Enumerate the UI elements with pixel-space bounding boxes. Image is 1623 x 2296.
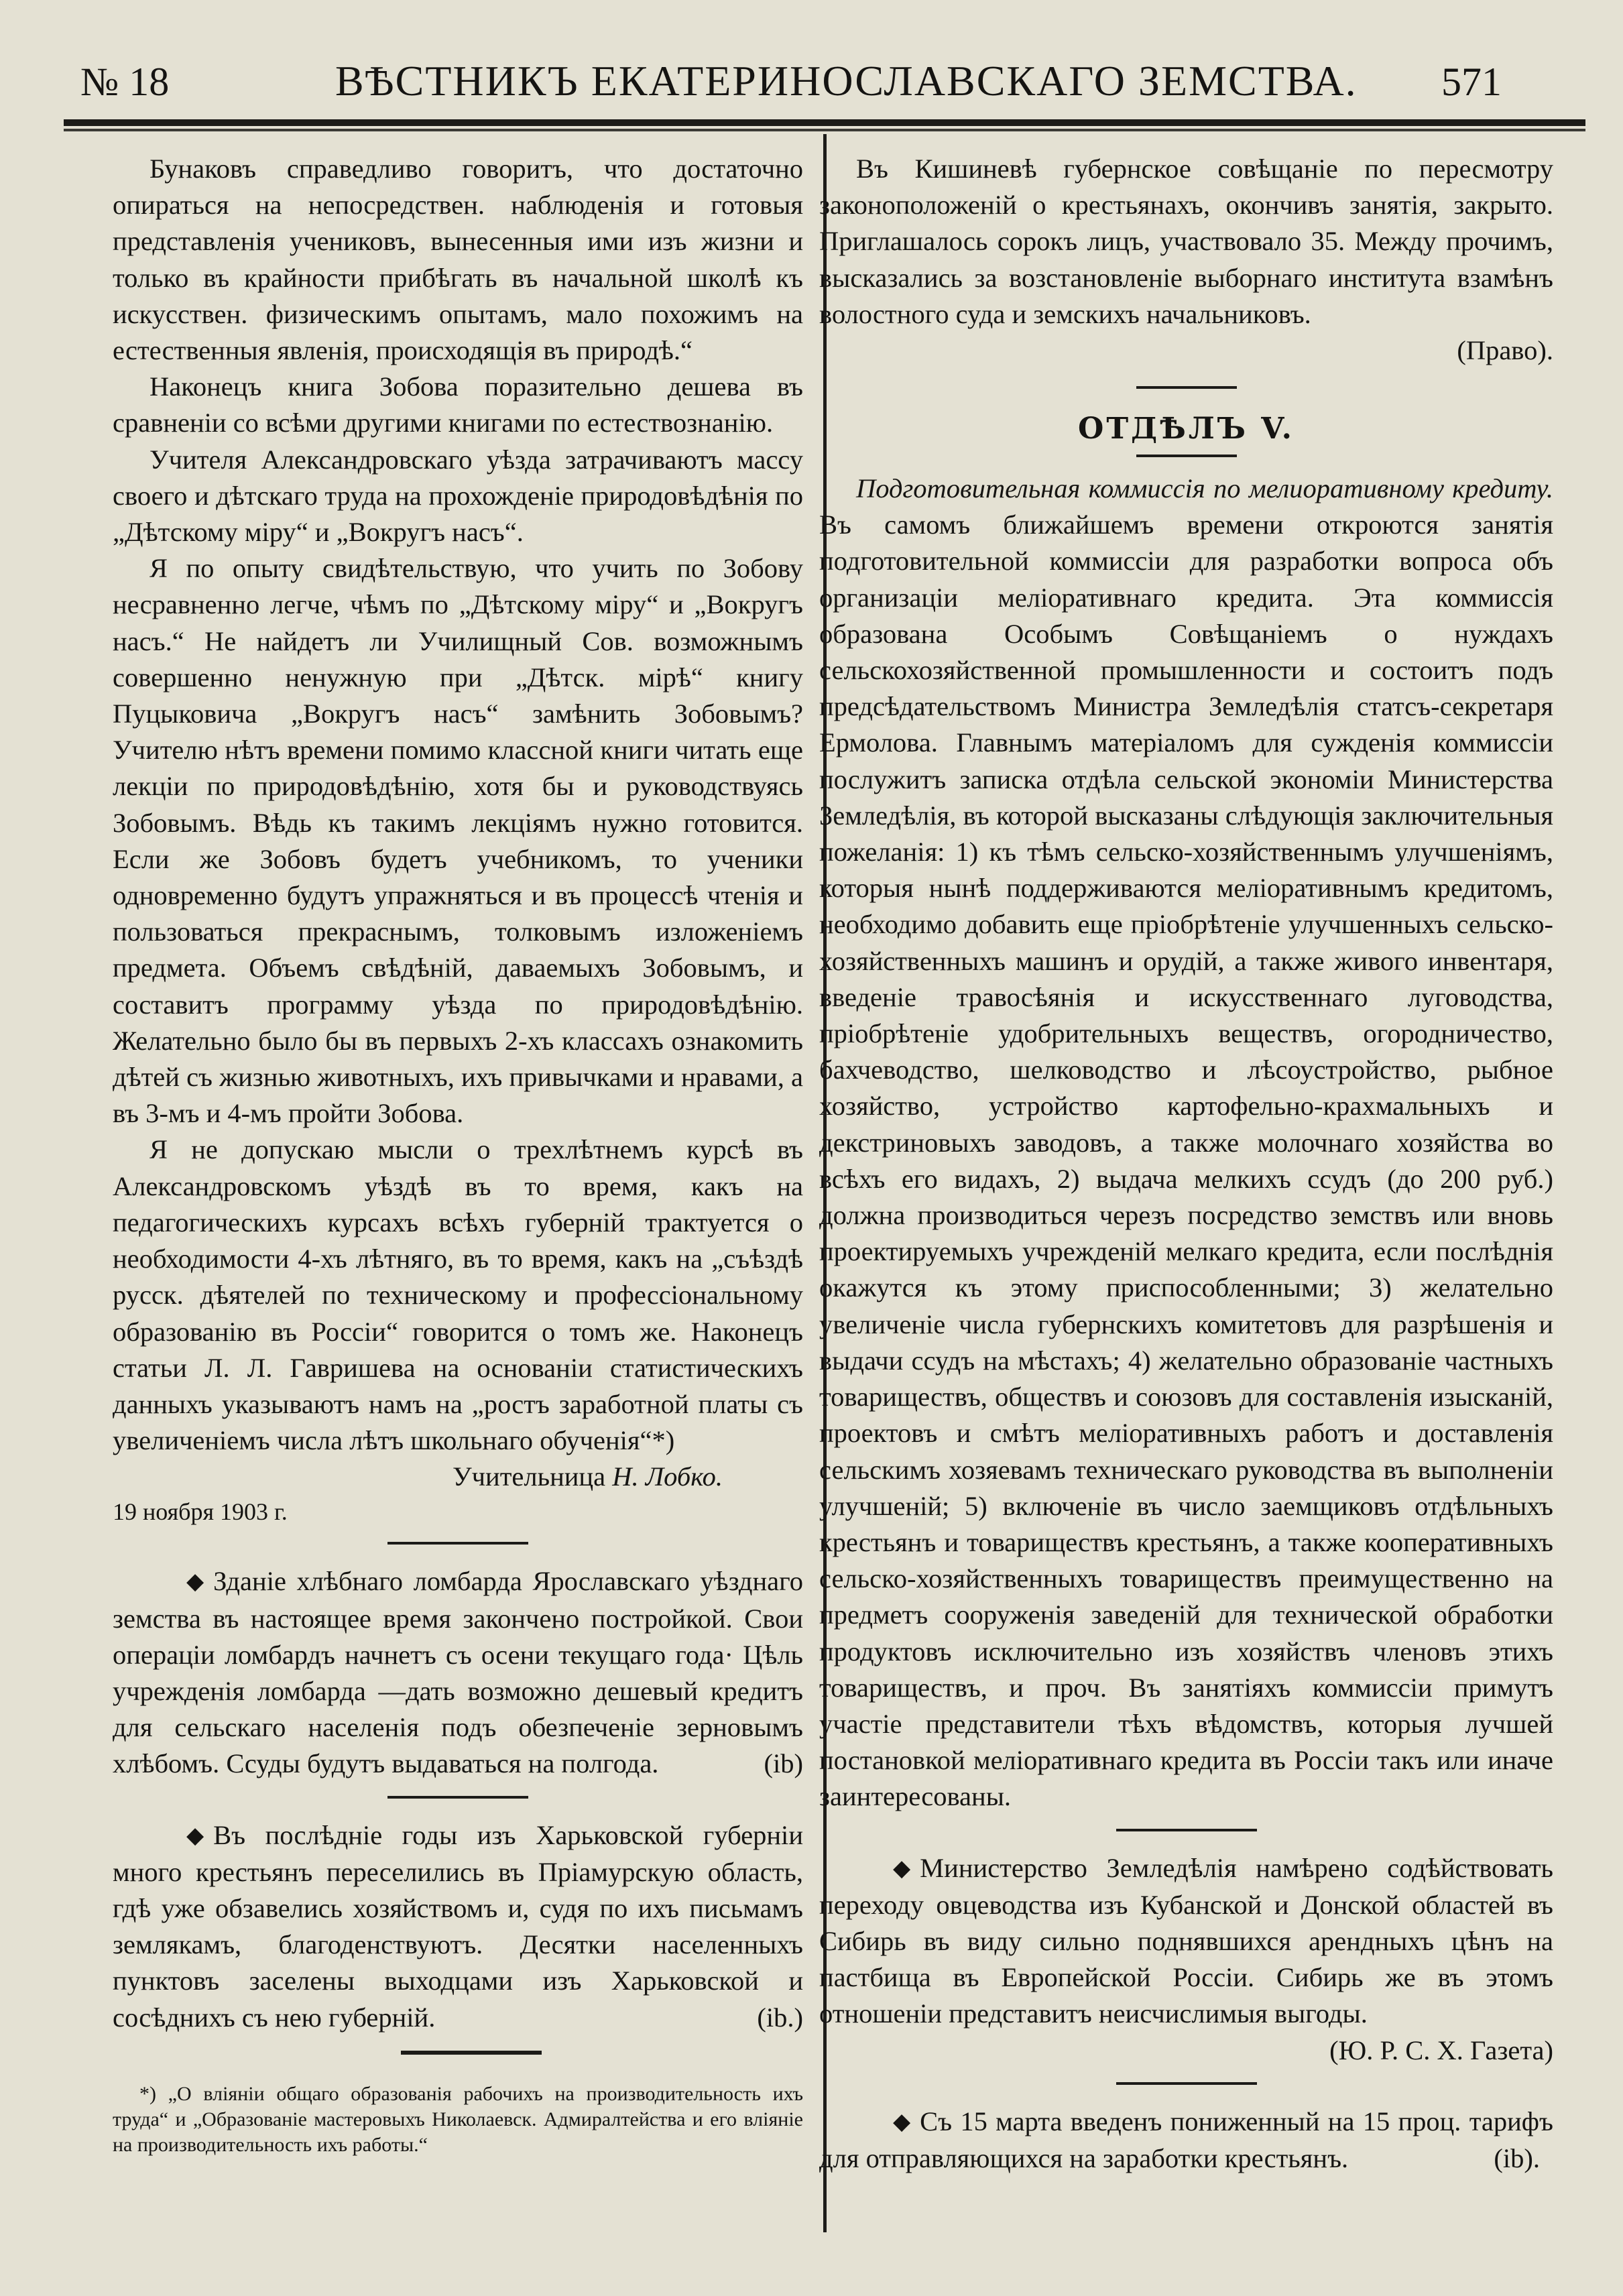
- article-date: 19 ноября 1903 г.: [113, 1498, 288, 1526]
- article-paragraph: [819, 471, 1553, 1815]
- news-source: (Право).: [1457, 335, 1553, 366]
- article-body: Въ самомъ ближайшемъ времени откроются занятія подготовительной коммиссіи для разработки вопроса объ организаціи меліоративнаго кредита. Эта коммиссія образована Особымъ Совѣщаніемъ о нуждахъ сельскохозяйственной промышленности и состоитъ подъ предсѣдательствомъ Министра Земледѣлія статсъ-секретаря Ермолова. Главнымъ матеріаломъ для сужденія коммиссіи послужитъ записка отдѣла сельской экономіи Министерства Земледѣлія, въ которой высказаны слѣдующія заключительныя пожеланія: 1) къ тѣмъ сельско-хозяйственнымъ улучшеніямъ, которыя нынѣ поддерживаются меліоративнымъ кредитомъ, необходимо добавить еще пріобрѣтеніе улучшенныхъ сельско-хозяйственныхъ машинъ и орудій, а также живого инвентаря, введеніе травосѣянія и искусственнаго луговодства, пріобрѣтеніе удобрительныхъ веществъ, огородничество, бахчеводство, шелководство и лѣсоустройство, рыбное хозяйство, устройство картофельно-крахмальныхъ и декстриновыхъ заводовъ, а также молочнаго хозяйства во всѣхъ его видахъ, 2) выдача мелкихъ ссудъ (до 200 руб.) должна производиться черезъ посредство земствъ или вновь проектируемыхъ учрежденій мелкаго кредита, если послѣднія окажутся къ этому приспособленными; 3) желательно увеличеніе числа губернскихъ комитетовъ для разрѣшенія и выдачи ссудъ на мѣстахъ; 4) желательно образованіе частныхъ товариществъ, обществъ и союзовъ для составленія изысканій, проектовъ и смѣтъ меліоративныхъ работъ и доставленія сельскимъ хозяевамъ техническаго руководства въ выполненіи улучшеній; 5) включеніе въ число заемщиковъ отдѣльныхъ крестьянъ и товариществъ крестьянъ, а также кооперативныхъ сельско-хозяйственныхъ товариществъ преимущественно на предметъ сооруженія заведеній для технической обработки продуктовъ исключительно изъ хозяйствъ членовъ этихъ товариществъ, и проч. Въ занятіяхъ коммиссіи примутъ участіе представители тѣхъ вѣдомствъ, которыя лучшей постановкой меліоративнаго кредита въ Россіи такъ или иначе заинтересованы.: [819, 509, 1553, 1812]
- section-rule: [387, 1542, 528, 1545]
- section-rule: [1116, 2082, 1257, 2085]
- news-item-text: Съ 15 марта введенъ пониженный на 15 проц. тарифъ для отправляющихся на заработки крестьянъ.: [819, 2106, 1553, 2173]
- news-item: [819, 2104, 1553, 2177]
- section-rule: [1136, 455, 1237, 457]
- news-source: (ib.): [757, 2002, 803, 2033]
- issue-number: № 18: [80, 60, 170, 104]
- news-source: (ib): [764, 1748, 803, 1779]
- journal-title: ВѢСТНИКЪ ЕКАТЕРИНОСЛАВСКАГО ЗЕМСТВА.: [335, 57, 1358, 105]
- footnote: *) „О вліяніи общаго образованія рабочихъ на производительность ихъ труда“ и „Образованіе мастеровыхъ Николаевск. Адмиралтейства и его вліяніе на производительность ихъ работы.“: [113, 2082, 803, 2156]
- pointing-hand-icon: ◆: [186, 1823, 204, 1848]
- section-rule: [1136, 386, 1237, 389]
- masthead: [80, 59, 1515, 113]
- news-item: [113, 1817, 803, 2036]
- header-rule: [64, 119, 1585, 126]
- news-source: (ib).: [1494, 2142, 1540, 2173]
- section-heading: ОТДѢЛЪ V.: [1077, 412, 1295, 446]
- article-paragraph: Наконецъ книга Зобова поразительно дешева въ сравненіи со всѣми другими книгами по естествознанію.: [113, 371, 803, 438]
- pointing-hand-icon: ◆: [893, 2109, 911, 2134]
- page-number: 571: [1441, 60, 1502, 104]
- article-paragraph: Я не допускаю мысли о трехлѣтнемъ курсѣ въ Александровскомъ уѣздѣ въ то время, какъ на педагогическихъ курсахъ всѣхъ губерній трактуется о необходимости 4-хъ лѣтняго, въ то время, какъ на „съѣздѣ русск. дѣятелей по техническому и профессіональному образованію въ Россіи“ говорится о томъ же. Наконецъ статьи Л. Л. Гавришева на основаніи статистическихъ данныхъ указываютъ намъ на „ростъ заработной платы съ увеличеніемъ числа лѣтъ школьнаго обученія“*): [113, 1134, 803, 1456]
- header-rule-thin: [64, 129, 1585, 131]
- article-lead: Подготовительная коммиссія по мелиоративному кредиту.: [856, 473, 1553, 504]
- pointing-hand-icon: ◆: [893, 1856, 911, 1881]
- signature-name: Н. Лобко.: [612, 1461, 723, 1492]
- footnote-rule: [401, 2051, 542, 2055]
- news-item-text: Въ послѣдніе годы изъ Харьковской губерніи много крестьянъ переселились въ Пріамурскую область, гдѣ уже обзавелись хозяйствомъ и, судя по ихъ письмамъ землякамъ, благоденствуютъ. Десятки населенныхъ пунктовъ заселены выходцами изъ Харьковской и сосѣднихъ съ нею губерній.: [113, 1819, 803, 2033]
- news-item: [819, 151, 1553, 333]
- section-rule: [387, 1796, 528, 1799]
- section-rule: [1116, 1829, 1257, 1831]
- signature: [113, 1459, 803, 1495]
- signature-prefix: Учительница: [453, 1461, 613, 1492]
- news-source: (Ю. Р. С. Х. Газета): [1329, 2035, 1553, 2065]
- news-item-text: Министерство Земледѣлія намѣрено содѣйствовать переходу овцеводства изъ Кубанской и Донской областей въ Сибирь въ виду сильно поднявшихся арендныхъ цѣнъ на пастбища въ Европейской Россіи. Сибирь же въ этомъ отношеніи представитъ неисчислимыя выгоды.: [819, 1852, 1553, 2029]
- left-column: [113, 151, 803, 2158]
- article-paragraph: Учителя Александровскаго уѣзда затрачиваютъ массу своего и дѣтскаго труда на прохожденіе природовѣдѣнія по „Дѣтскому міру“ и „Вокругъ насъ“.: [113, 444, 803, 548]
- pointing-hand-icon: ◆: [186, 1569, 204, 1595]
- right-column: [819, 151, 1553, 2177]
- article-paragraph: Я по опыту свидѣтельствую, что учить по Зобову несравненно легче, чѣмъ по „Дѣтскому міру“ и „Вокругъ насъ.“ Не найдетъ ли Училищный Сов. возможнымъ совершенно ненужную при „Дѣтск. мірѣ“ книгу Пуцыковича „Вокругъ насъ“ замѣнить Зобовымъ? Учителю нѣтъ времени помимо классной книги читать еще лекціи по природовѣдѣнію, хотя бы и руководствуясь Зобовымъ. Вѣдь къ такимъ лекціямъ нужно готовится. Если же Зобовъ будетъ учебникомъ, то ученики одновременно будутъ упражняться и въ процессѣ чтенія и пользоваться прекраснымъ, толковымъ изложеніемъ предмета. Объемъ свѣдѣній, даваемыхъ Зобовымъ, и составитъ программу уѣзда по природовѣдѣнію. Желательно было бы въ первыхъ 2-хъ классахъ ознакомить дѣтей съ жизнью животныхъ, ихъ привычками и нравами, а въ 3-мъ и 4-мъ пройти Зобова.: [113, 553, 804, 1129]
- news-item: [819, 1850, 1553, 2033]
- news-item-text: Въ Кишиневѣ губернское совѣщаніе по пересмотру законоположеній о крестьянахъ, окончивъ занятія, закрыто. Приглашалось сорокъ лицъ, участвовало 35. Между прочимъ, высказались за возстановленіе выборнаго института взамѣнъ волостного суда и земскихъ начальниковъ.: [819, 154, 1553, 329]
- news-item-text: Зданіе хлѣбнаго ломбарда Ярославскаго уѣзднаго земства въ настоящее время закончено постройкой. Свои операціи ломбардъ начнетъ съ осени текущаго года· Цѣль учрежденія ломбарда —дать возможно дешевый кредитъ для сельскаго населенія подъ обезпеченіе зерновымъ хлѣбомъ. Ссуды будутъ выдаваться на полгода.: [113, 1566, 803, 1779]
- article-paragraph: Бунаковъ справедливо говоритъ, что достаточно опираться на непосредствен. наблюденія и готовыя представленія учениковъ, вынесенныя ими изъ жизни и только въ крайности прибѣгать въ начальной школѣ къ искусствен. физическимъ опытамъ, мало похожимъ на естественныя явленія, происходящія въ природѣ.“: [113, 154, 803, 366]
- news-item: [113, 1563, 803, 1782]
